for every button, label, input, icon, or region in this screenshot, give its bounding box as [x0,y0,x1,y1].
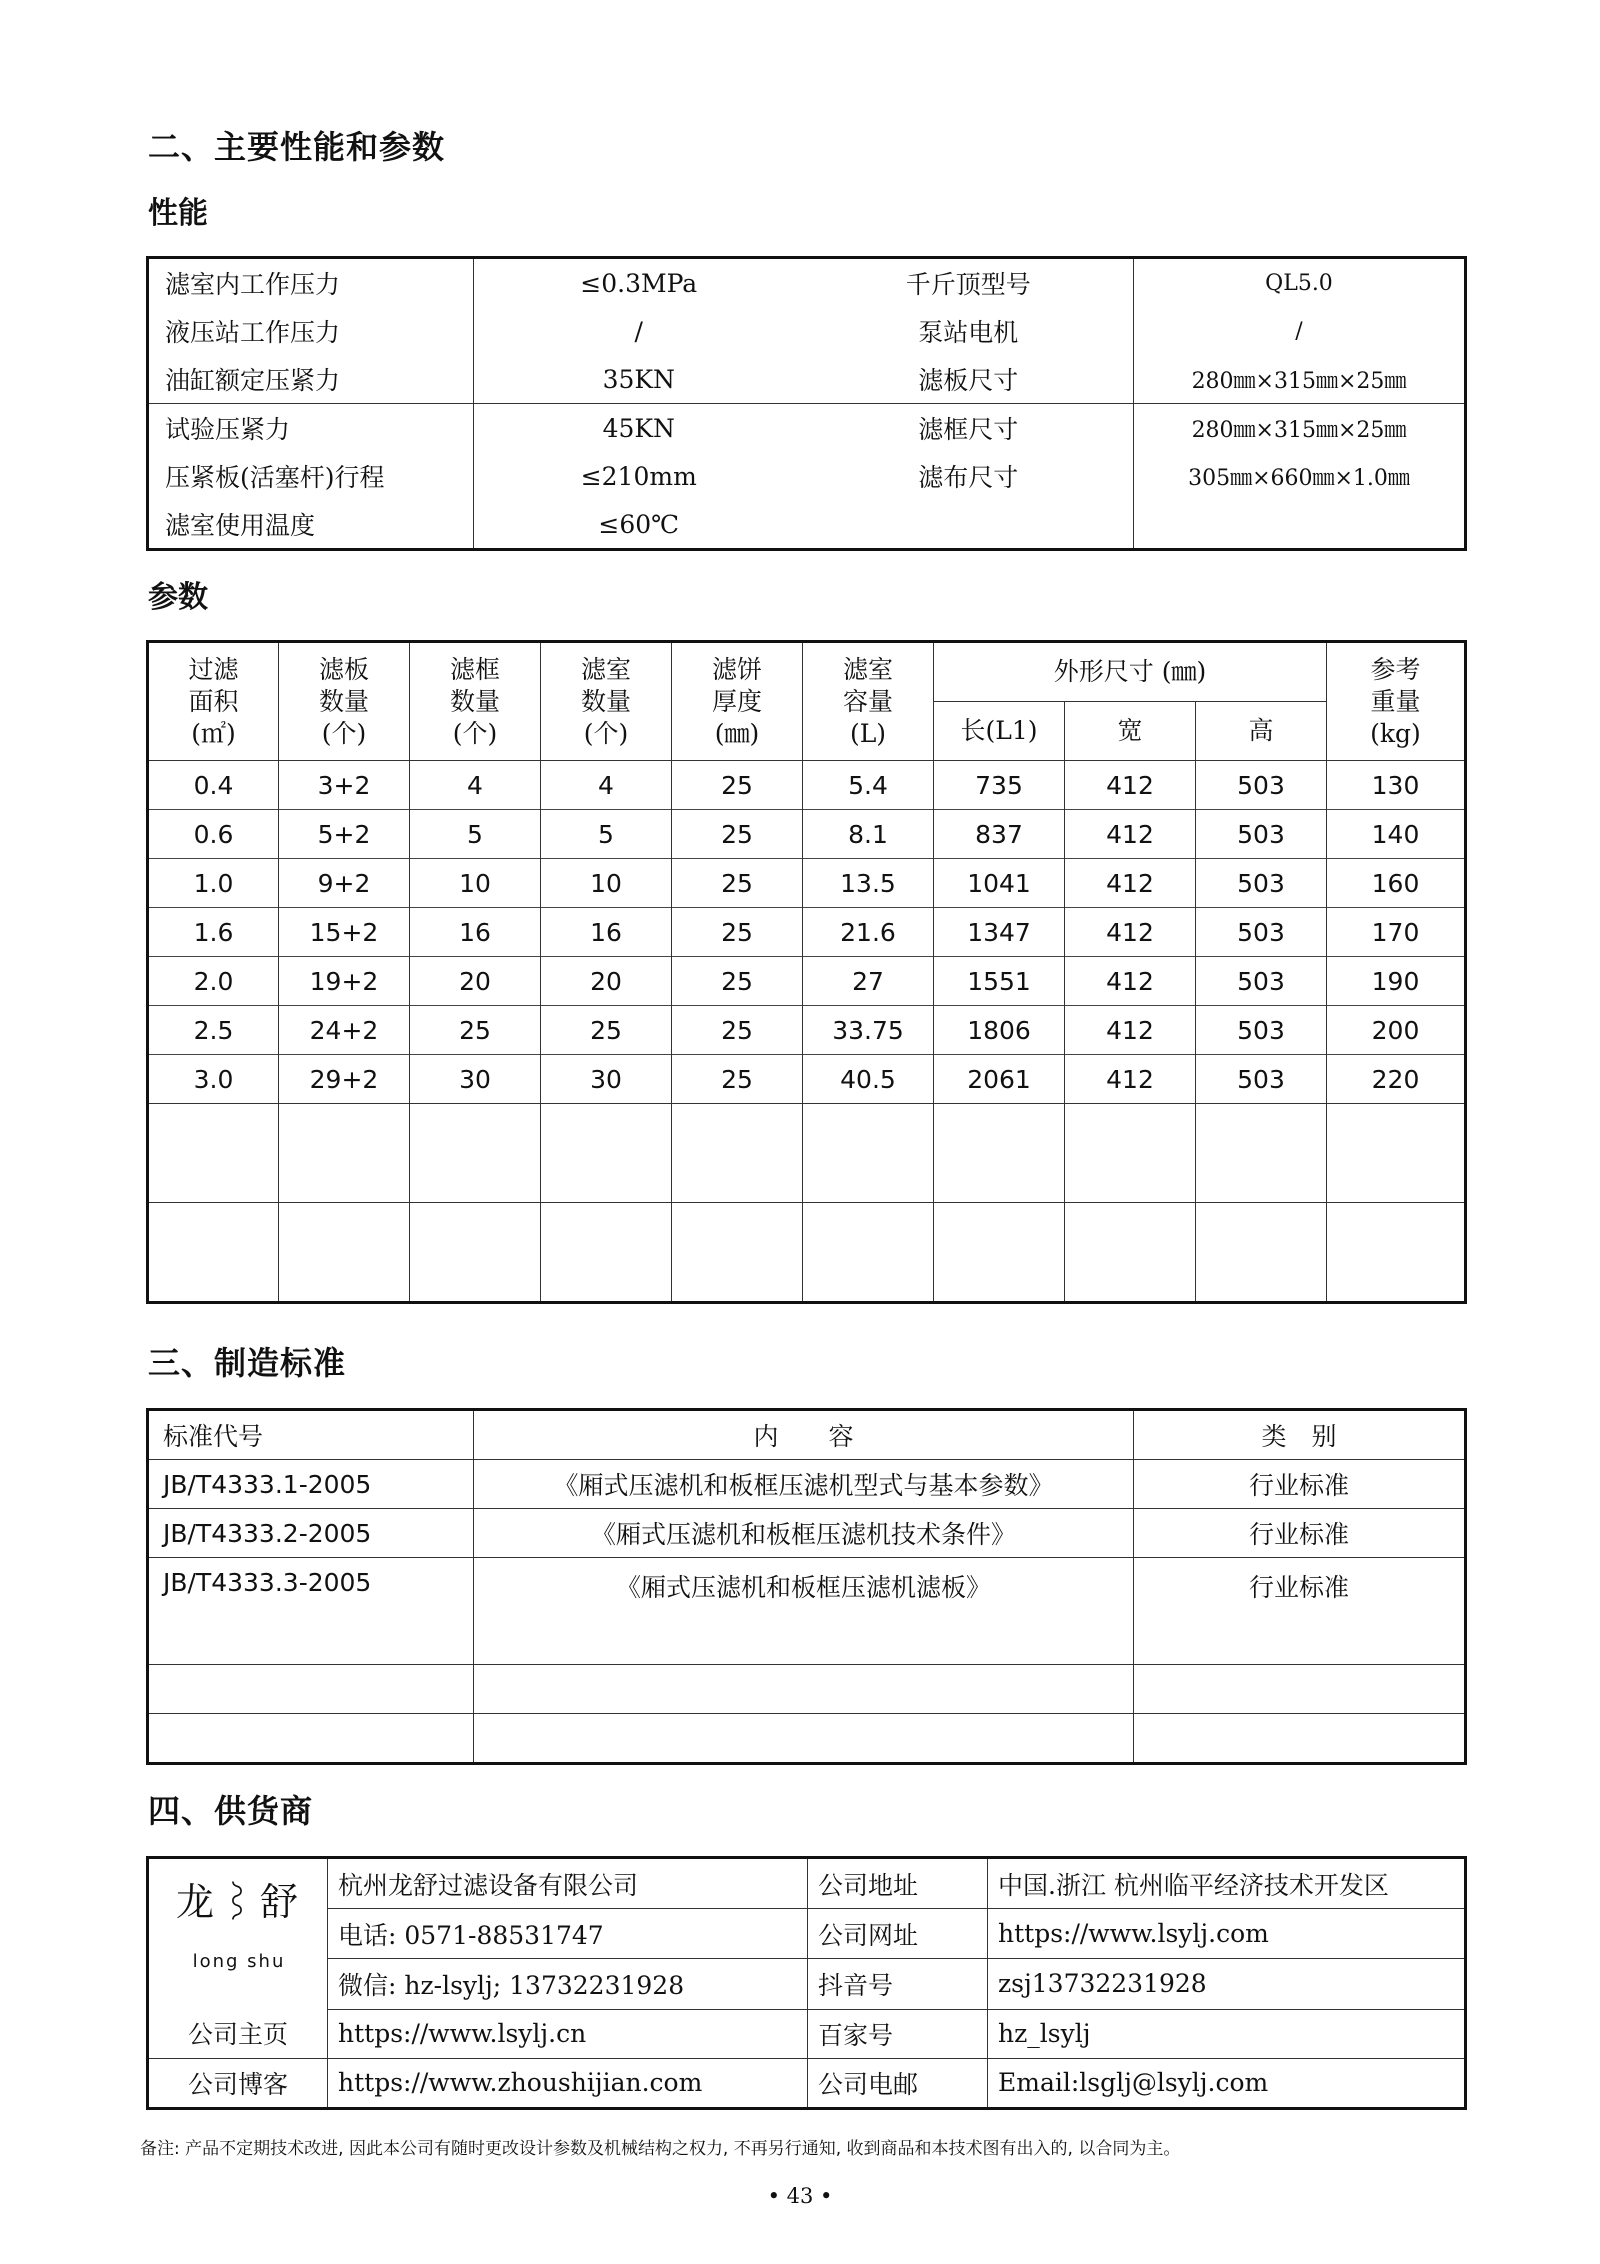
blog-link[interactable]: https://www.zhoushijian.com [328,2058,808,2108]
empty-row [148,1665,1466,1714]
parameters-title: 参数 [148,580,208,615]
table-cell: 33.75 [803,1006,934,1055]
empty-cell [1196,1104,1327,1203]
standards-cell: JB/T4333.2-2005 [148,1509,474,1558]
company-name: 杭州龙舒过滤设备有限公司 [328,1858,808,1909]
performance-table [146,256,1467,551]
empty-cell [1327,1203,1466,1303]
performance-cell: 280㎜×315㎜×25㎜ [1134,355,1466,404]
empty-cell [1065,1104,1196,1203]
standards-cell: 《厢式压滤机和板框压滤机技术条件》 [474,1509,1134,1558]
empty-cell [803,1203,934,1303]
standards-table [146,1408,1467,1765]
performance-cell: 油缸额定压紧力 [165,366,341,395]
standards-cell: JB/T4333.3-2005 [148,1558,474,1665]
standards-row [148,1509,1466,1558]
table-cell: 1806 [934,1006,1065,1055]
address-label: 公司地址 [808,1858,988,1909]
table-cell: 200 [1327,1006,1466,1055]
standards-header: 内 容 [474,1410,1134,1460]
wechat: 微信: hz-lsylj; 13732231928 [328,1959,808,2009]
table-cell: 412 [1065,1006,1196,1055]
performance-cell: 滤室内工作压力 [165,270,341,299]
standards-row [148,1558,1466,1665]
performance-cell: 压紧板(活塞杆)行程 [165,463,385,492]
section-3-title: 三、制造标准 [148,1344,347,1382]
table-cell: 5.4 [803,761,934,810]
header-cake-thickness: 滤饼 厚度 (㎜) [672,642,803,761]
standards-cell: 行业标准 [1134,1509,1466,1558]
table-cell: 503 [1196,908,1327,957]
table-cell: 220 [1327,1055,1466,1104]
table-cell: 503 [1196,810,1327,859]
table-cell: 130 [1327,761,1466,810]
empty-cell [541,1104,672,1203]
performance-title: 性能 [148,196,208,231]
empty-cell [148,1203,279,1303]
empty-cell [1065,1203,1196,1303]
table-cell: 837 [934,810,1065,859]
standards-header: 类 别 [1134,1410,1466,1460]
standards-header: 标准代号 [148,1410,474,1460]
empty-cell [672,1203,803,1303]
table-row [148,859,1466,908]
supplier-table [146,1856,1467,2110]
table-cell: 503 [1196,957,1327,1006]
table-row [148,1055,1466,1104]
table-cell: 19+2 [279,957,410,1006]
performance-cell: 滤框尺寸 [804,404,1134,453]
performance-cell: 280㎜×315㎜×25㎜ [1134,404,1466,453]
empty-row [148,1203,1466,1303]
page-number: • 43 • [767,2184,833,2208]
performance-cell: / [474,307,804,355]
logo-subtitle: long shu [192,1951,286,1972]
empty-cell [541,1203,672,1303]
table-cell: 412 [1065,859,1196,908]
standards-header-row [148,1410,1466,1460]
table-cell: 160 [1327,859,1466,908]
table-cell: 412 [1065,908,1196,957]
performance-cell: 滤板尺寸 [918,366,1019,395]
table-cell: 1041 [934,859,1065,908]
performance-cell: ≤210mm [474,452,804,500]
table-cell: 15+2 [279,908,410,957]
table-cell: 1.0 [148,859,279,908]
empty-row [148,1104,1466,1203]
table-cell: 20 [541,957,672,1006]
baijia-label: 百家号 [808,2009,988,2058]
empty-cell [1134,1665,1466,1714]
homepage-label: 公司主页 [148,2009,328,2058]
table-cell: 412 [1065,761,1196,810]
header-width: 宽 [1065,702,1196,761]
table-cell: 170 [1327,908,1466,957]
table-cell: 25 [672,761,803,810]
empty-cell [672,1104,803,1203]
performance-cell: / [1134,307,1466,355]
empty-cell [1196,1203,1327,1303]
header-filter-area: 过滤 面积 (㎡) [148,642,279,761]
empty-cell [803,1104,934,1203]
logo-mark: 龙⌇舒 [175,1880,302,1924]
empty-cell [410,1203,541,1303]
table-cell: 27 [803,957,934,1006]
table-cell: 1551 [934,957,1065,1006]
table-cell: 412 [1065,810,1196,859]
empty-cell [148,1665,474,1714]
performance-cell: 45KN [474,404,804,453]
table-cell: 5+2 [279,810,410,859]
performance-row [148,404,1466,453]
header-chamber-volume: 滤室 容量 (L) [803,642,934,761]
header-chamber-count: 滤室 数量 (个) [541,642,672,761]
empty-cell [1327,1104,1466,1203]
table-cell: 0.6 [148,810,279,859]
parameters-table [146,640,1467,1304]
performance-cell: ≤0.3MPa [474,258,804,308]
header-weight: 参考 重量 (kg) [1327,642,1466,761]
empty-cell [148,1104,279,1203]
table-cell: 21.6 [803,908,934,957]
table-cell: 40.5 [803,1055,934,1104]
empty-cell [934,1203,1065,1303]
table-cell: 412 [1065,957,1196,1006]
table-cell: 4 [410,761,541,810]
table-cell: 30 [410,1055,541,1104]
performance-row [148,355,1466,404]
standards-cell: 《厢式压滤机和板框压滤机滤板》 [474,1558,1134,1665]
blog-label: 公司博客 [148,2058,328,2108]
performance-row [148,500,1466,550]
table-cell: 2.5 [148,1006,279,1055]
header-length: 长(L1) [934,702,1065,761]
table-cell: 5 [541,810,672,859]
table-row [148,957,1466,1006]
empty-cell [934,1104,1065,1203]
table-cell: 25 [672,957,803,1006]
section-4-title: 四、供货商 [148,1792,314,1830]
table-cell: 25 [672,1006,803,1055]
table-cell: 190 [1327,957,1466,1006]
header-height: 高 [1196,702,1327,761]
table-cell: 29+2 [279,1055,410,1104]
baijia-value: hz_lsylj [988,2009,1466,2058]
table-cell: 16 [541,908,672,957]
table-cell: 503 [1196,1055,1327,1104]
header-dimensions: 外形尺寸 (㎜) [934,642,1327,702]
table-cell: 412 [1065,1055,1196,1104]
table-cell: 4 [541,761,672,810]
table-cell: 20 [410,957,541,1006]
table-cell: 2.0 [148,957,279,1006]
performance-cell: 滤布尺寸 [918,463,1019,492]
standards-row [148,1460,1466,1509]
company-logo [148,1858,328,2010]
section-2-title: 二、主要性能和参数 [148,128,446,166]
empty-cell [279,1104,410,1203]
table-cell: 25 [410,1006,541,1055]
performance-cell: QL5.0 [1134,258,1466,308]
phone: 电话: 0571-88531747 [328,1909,808,1959]
header-frame-count: 滤框 数量 (个) [410,642,541,761]
table-cell: 1347 [934,908,1065,957]
empty-row [148,1714,1466,1764]
website-label: 公司网址 [808,1909,988,1959]
empty-cell [148,1714,474,1764]
table-cell: 140 [1327,810,1466,859]
table-cell: 0.4 [148,761,279,810]
performance-cell: 305㎜×660㎜×1.0㎜ [1134,452,1466,500]
douyin-label: 抖音号 [808,1959,988,2009]
standards-cell: JB/T4333.1-2005 [148,1460,474,1509]
empty-cell [474,1665,1134,1714]
table-cell: 8.1 [803,810,934,859]
table-cell: 25 [672,810,803,859]
table-cell: 2061 [934,1055,1065,1104]
performance-cell: 液压站工作压力 [165,318,341,347]
table-cell: 503 [1196,761,1327,810]
table-cell: 13.5 [803,859,934,908]
empty-cell [279,1203,410,1303]
email-label: 公司电邮 [808,2058,988,2108]
table-row [148,908,1466,957]
standards-cell: 《厢式压滤机和板框压滤机型式与基本参数》 [474,1460,1134,1509]
table-cell: 16 [410,908,541,957]
empty-cell [474,1714,1134,1764]
performance-cell: 滤室使用温度 [165,511,316,540]
header-plate-count: 滤板 数量 (个) [279,642,410,761]
table-cell: 1.6 [148,908,279,957]
table-cell: 5 [410,810,541,859]
address-value: 中国.浙江 杭州临平经济技术开发区 [988,1858,1466,1909]
table-cell: 30 [541,1055,672,1104]
empty-cell [1134,1714,1466,1764]
table-cell: 25 [672,1055,803,1104]
table-cell: 24+2 [279,1006,410,1055]
table-row [148,1006,1466,1055]
performance-cell: 泵站电机 [918,318,1019,347]
performance-row [148,307,1466,355]
table-row [148,761,1466,810]
table-cell: 503 [1196,1006,1327,1055]
performance-cell [804,500,1134,550]
table-cell: 3+2 [279,761,410,810]
performance-cell: 试验压紧力 [148,404,474,453]
table-cell: 503 [1196,859,1327,908]
table-cell: 25 [672,908,803,957]
empty-cell [410,1104,541,1203]
email-link[interactable]: Email:lsglj@lsylj.com [988,2058,1466,2108]
table-cell: 10 [541,859,672,908]
table-cell: 25 [672,859,803,908]
website-link[interactable]: https://www.lsylj.com [988,1909,1466,1959]
table-cell: 25 [541,1006,672,1055]
footnote: 备注: 产品不定期技术改进, 因此本公司有随时更改设计参数及机械结构之权力, 不再另行通知, 收到商品和本技术图有出入的, 以合同为主。 [140,2139,1181,2159]
performance-cell: ≤60℃ [474,500,804,550]
table-row [148,810,1466,859]
performance-cell: 35KN [474,355,804,404]
table-cell: 10 [410,859,541,908]
table-cell: 3.0 [148,1055,279,1104]
performance-row [148,452,1466,500]
performance-row [148,258,1466,308]
homepage-link[interactable]: https://www.lsylj.cn [328,2009,808,2058]
table-cell: 9+2 [279,859,410,908]
performance-cell: 千斤顶型号 [905,270,1031,299]
table-cell: 735 [934,761,1065,810]
standards-cell: 行业标准 [1134,1558,1466,1665]
standards-cell: 行业标准 [1134,1460,1466,1509]
performance-cell [1134,500,1466,550]
douyin-value: zsj13732231928 [988,1959,1466,2009]
